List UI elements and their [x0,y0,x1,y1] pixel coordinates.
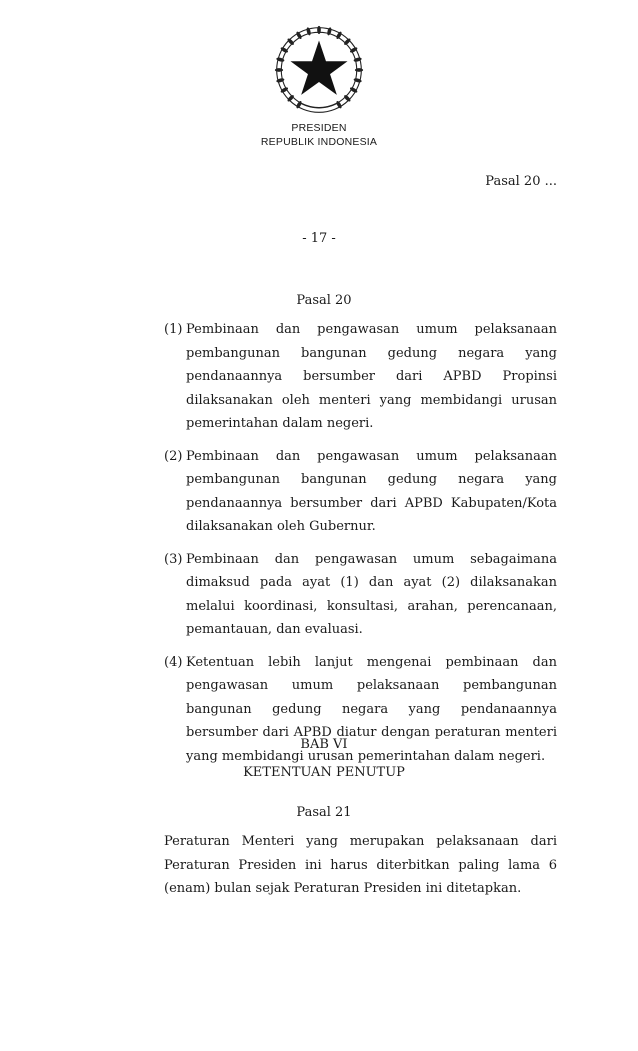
continuation-note: Pasal 20 ... [485,174,557,189]
list-item [164,548,557,642]
pasal-20-body [164,318,557,777]
list-item [164,445,557,539]
pasal-21-body [164,830,557,901]
chapter-title: KETENTUAN PENUTUP [243,765,405,780]
item-number: (2) [164,448,183,464]
header-line-presiden: PRESIDEN [291,122,347,134]
item-text: Pembinaan dan pengawasan umum pelaksanaan pembangunan bangunan gedung negara yang pendanaannya bersumber dari APBD Kabupaten/Kota dilaksanakan oleh Gubernur. [186,448,557,534]
garuda-star-wreath-icon [273,24,365,116]
item-number: (3) [164,551,183,567]
pasal-20-title: Pasal 20 [296,293,352,308]
item-number: (4) [164,654,183,670]
page-number: - 17 - [302,231,336,246]
item-text: Pembinaan dan pengawasan umum pelaksanaan pembangunan bangunan gedung negara yang pendanaannya bersumber dari APBD Propinsi dilaksanakan oleh menteri yang membidangi urusan pemerintahan dalam negeri. [186,322,557,431]
item-number: (1) [164,322,183,337]
chapter-number: BAB VI [300,737,348,752]
pasal-21-title: Pasal 21 [296,805,352,820]
item-text: Ketentuan lebih lanjut mengenai pembinaan dan pengawasan umum pelaksanaan pembangunan bangunan gedung negara yang pendanaannya bersumber dari APBD diatur dengan peraturan menteri yang membidangi urusan pemerintahan dalam negeri. [186,654,557,764]
list-item [164,318,557,436]
header-line-republik: REPUBLIK INDONESIA [260,136,378,148]
pasal-21-text: Peraturan Menteri yang merupakan pelaksanaan dari Peraturan Presiden ini harus diterbitkan paling lama 6 (enam) bulan sejak Peraturan Presiden ini ditetapkan. [164,834,557,896]
item-text: Pembinaan dan pengawasan umum sebagaimana dimaksud pada ayat (1) dan ayat (2) dilaksanakan melalui koordinasi, konsultasi, arahan, perencanaan, pemantauan, dan evaluasi. [186,551,557,637]
